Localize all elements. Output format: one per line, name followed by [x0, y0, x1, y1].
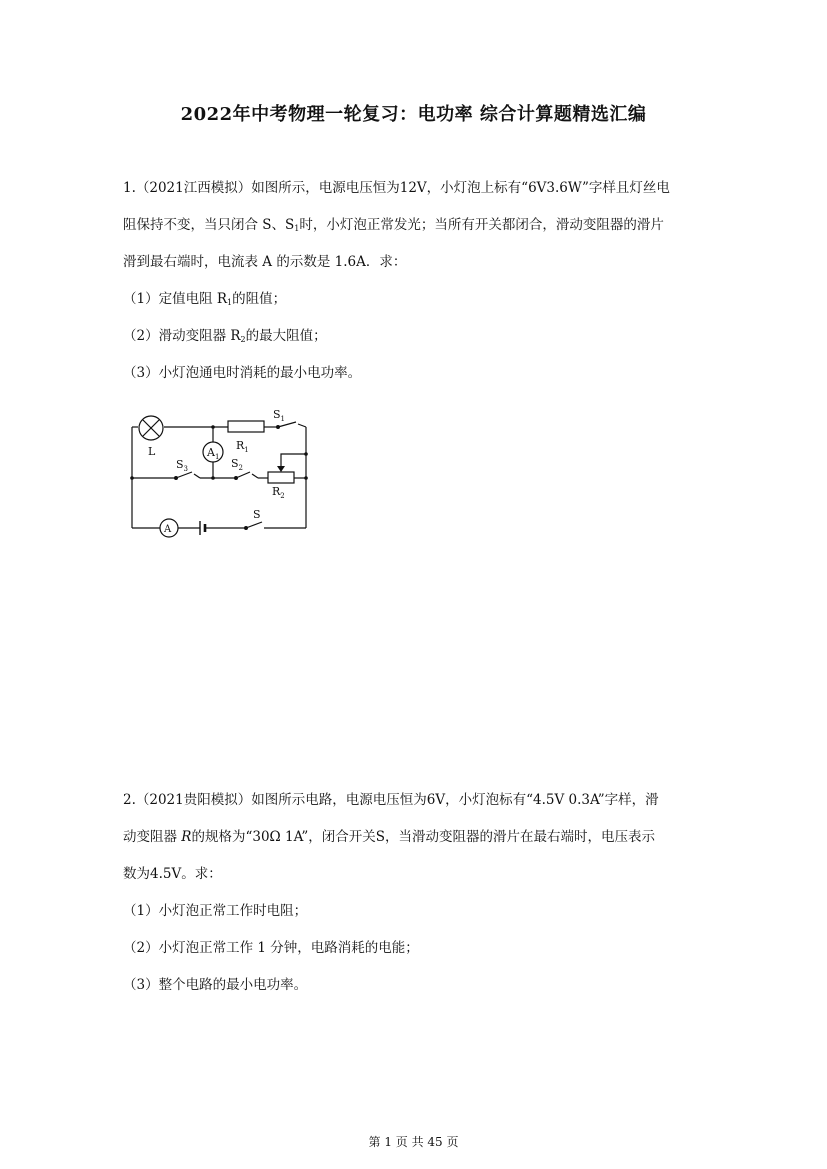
q2-line-1: 2.（2021贵阳模拟）如图所示电路，电源电压恒为6V，小灯泡标有“4.5V 0.3A”字样，滑: [123, 792, 659, 808]
label-r2: $R_2$: [272, 485, 285, 500]
label-s3: $S_3$: [176, 458, 189, 473]
q1-sub-3: （3）小灯泡通电时消耗的最小电功率。: [123, 365, 362, 381]
label-s1: $S_1$: [273, 408, 286, 423]
q2-sub-3: （3）整个电路的最小电功率。: [123, 977, 308, 993]
q2-sub-2: （2）小灯泡正常工作 1 分钟，电路消耗的电能；: [123, 940, 419, 956]
rheostat-r2: [268, 472, 294, 483]
label-r1: $R_1$: [236, 439, 249, 454]
switch-s: [245, 522, 262, 529]
q1-line-3: 滑到最右端时，电流表 A 的示数是 1.6A．求：: [123, 254, 407, 270]
q2-line-2: 动变阻器 R的规格为“30Ω 1A”，闭合开关S，当滑动变阻器的滑片在最右端时，电压表示: [123, 829, 656, 845]
switch-s3: [175, 472, 192, 479]
label-lamp-l: L: [148, 445, 156, 458]
label-ammeter-a: A: [164, 524, 172, 535]
label-switch-s: S: [253, 508, 261, 521]
battery-icon: [200, 521, 205, 535]
page-title: 2022年中考物理一轮复习：电功率 综合计算题精选汇编: [180, 104, 647, 125]
q1-sub-1: （1）定值电阻 $R_1$的阻值；: [123, 291, 287, 307]
switch-s2: [235, 472, 250, 479]
label-s2: $S_2$: [231, 457, 244, 472]
q2-line-3: 数为4.5V。求：: [123, 866, 222, 882]
label-ammeter-a1: $A_1$: [207, 446, 220, 461]
q2-sub-1: （1）小灯泡正常工作时电阻；: [123, 903, 308, 919]
q1-line-2: 阻保持不变，当只闭合 S、$S_1$时，小灯泡正常发光；当所有开关都闭合，滑动变阻器的滑片: [123, 217, 664, 233]
page-footer: 第 1 页 共 45 页: [368, 1135, 459, 1149]
q1-sub-2: （2）滑动变阻器 $R_2$的最大阻值；: [123, 328, 327, 344]
q1-line-1: 1.（2021江西模拟）如图所示，电源电压恒为12V，小灯泡上标有“6V3.6W”字样且灯丝电: [123, 180, 670, 196]
circuit-diagram: [128, 406, 316, 542]
resistor-r1: [228, 421, 264, 432]
lamp-icon: [139, 416, 163, 440]
switch-s1: [277, 422, 296, 428]
